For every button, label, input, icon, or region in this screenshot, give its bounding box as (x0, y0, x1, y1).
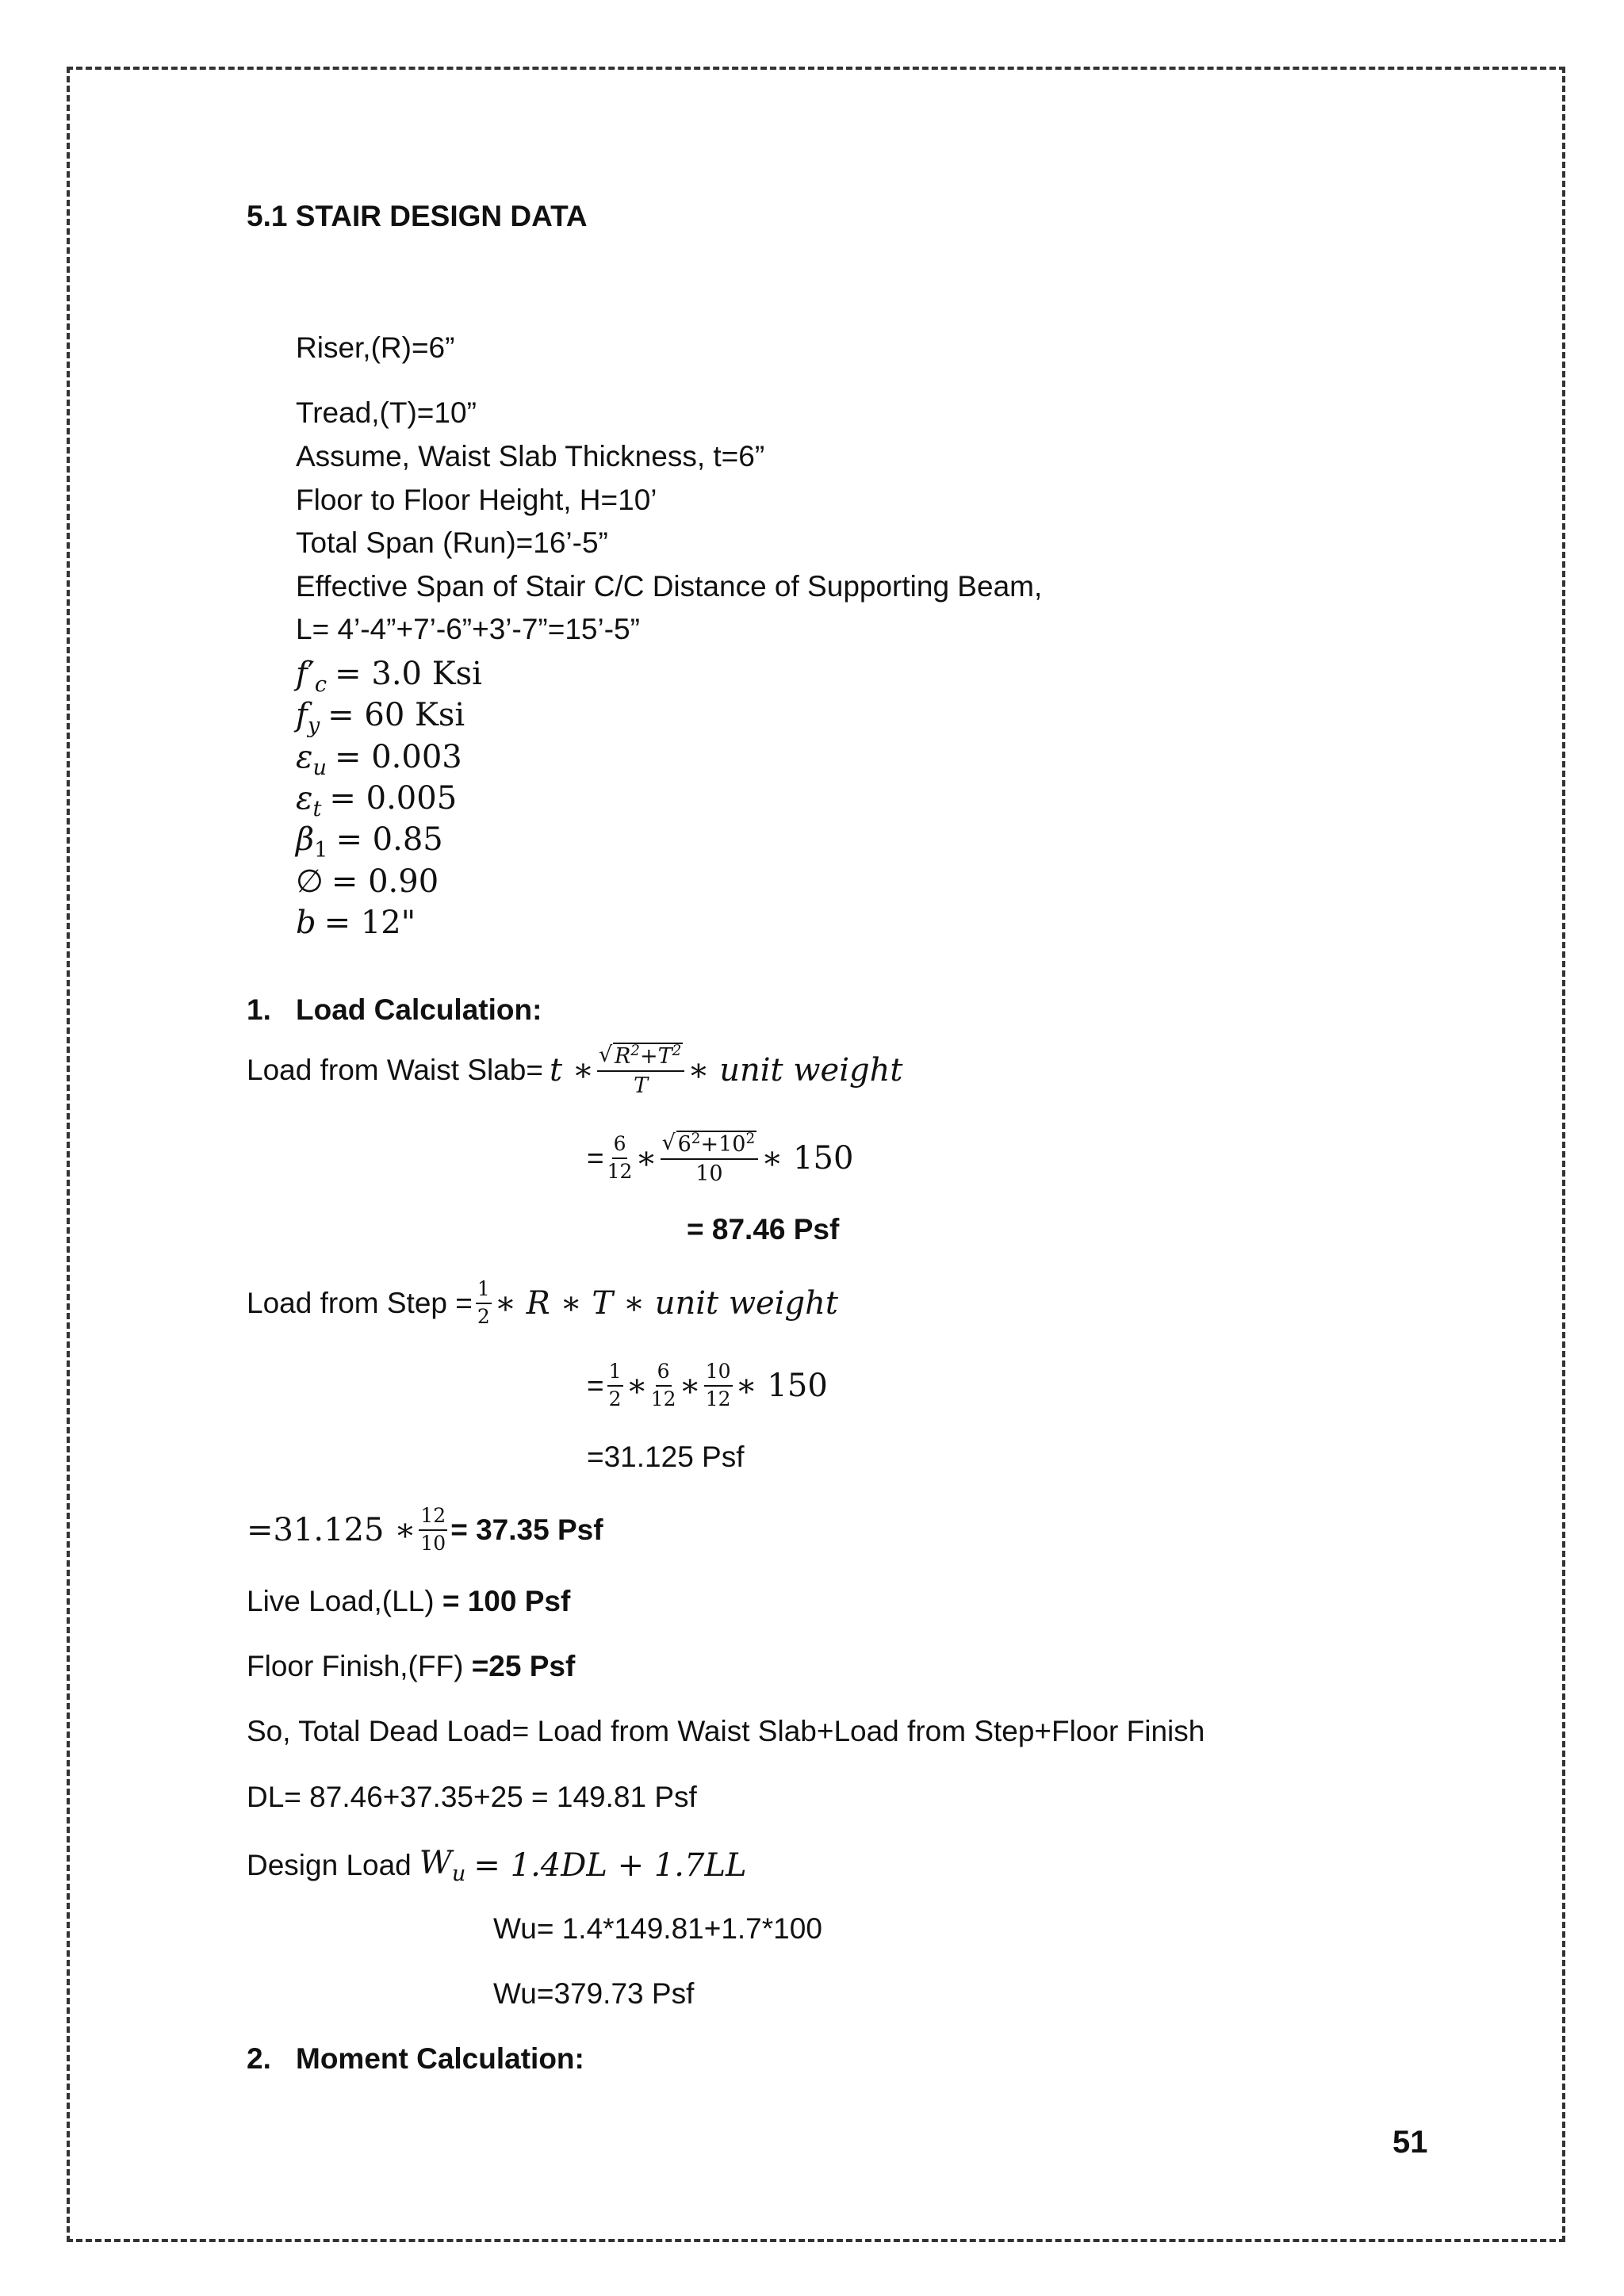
param-fc: $f'_c = 3.0$ Ksi (296, 656, 482, 697)
section-heading: 5.1 STAIR DESIGN DATA (247, 200, 588, 232)
wu-calculation: Wu= 1.4*149.81+1.7*100 (493, 1912, 822, 1945)
waist-fraction: √ $\frac{R^2+T^2}{T}$ (597, 1043, 684, 1098)
dl-line: DL= 87.46+37.35+25 = 149.81 Psf (247, 1781, 697, 1813)
effective-span-line: Effective Span of Stair C/C Distance of Supporting Beam, (296, 570, 1043, 603)
tread-line: Tread,(T)=10” (296, 396, 477, 429)
param-eu: $\varepsilon_u = 0.003$ (296, 739, 462, 780)
waist-slab-substitution: = $\frac{6}{12}$ ∗ √ $\frac{6^2+10^2}{10}$ ∗ 150 (587, 1123, 853, 1194)
section2-number: 2. (247, 2042, 271, 2075)
total-dead-load-line: So, Total Dead Load= Load from Waist Slab+Load from Step+Floor Finish (247, 1715, 1205, 1747)
param-et: $\varepsilon_t = 0.005$ (296, 780, 458, 821)
floor-height-line: Floor to Floor Height, H=10’ (296, 484, 657, 516)
section2-title: Moment Calculation: (296, 2042, 584, 2075)
effective-span-value: L= 4’-4”+7’-6”+3’-7”=15’-5” (296, 613, 640, 645)
step-result: =31.125 Psf (587, 1441, 745, 1473)
floor-finish-line: Floor Finish,(FF) =25 Psf (247, 1650, 576, 1682)
param-fy: $f_y = 60$ Ksi (296, 697, 465, 738)
param-b: b = 12" (296, 905, 416, 941)
step-formula: Load from Step = $\frac{1}{2}$ ∗ R ∗ T ∗ unit weight (247, 1277, 838, 1328)
waist-thickness-line: Assume, Waist Slab Thickness, t=6” (296, 440, 765, 473)
param-beta1: $\beta_1 = 0.85$ (296, 821, 443, 863)
waist-slab-formula: Load from Waist Slab= t ∗ √ $\frac{R^2+T^2}{T}$ ∗ unit weight (247, 1035, 902, 1106)
param-phi: ∅ = 0.90 (296, 863, 439, 900)
design-load-line: Design Load $W_u$ = 1.4DL + 1.7LL (247, 1845, 747, 1886)
section1-number: 1. (247, 993, 271, 1026)
waist-slab-result: = 87.46 Psf (687, 1213, 840, 1246)
total-span-line: Total Span (Run)=16’-5” (296, 526, 608, 559)
step-substitution: = $\frac{1}{2}$ ∗ $\frac{6}{12}$ ∗ $\frac{10}{12}$ ∗ 150 (587, 1359, 828, 1410)
live-load-line: Live Load,(LL) = 100 Psf (247, 1585, 571, 1617)
riser-line: Riser,(R)=6” (296, 331, 455, 364)
section1-title: Load Calculation: (296, 993, 542, 1026)
page-number: 51 (1392, 2125, 1428, 2160)
wu-result: Wu=379.73 Psf (493, 1977, 695, 2010)
step-adjusted: =31.125 ∗ $\frac{12}{10}$ = 37.35 Psf (247, 1504, 603, 1555)
